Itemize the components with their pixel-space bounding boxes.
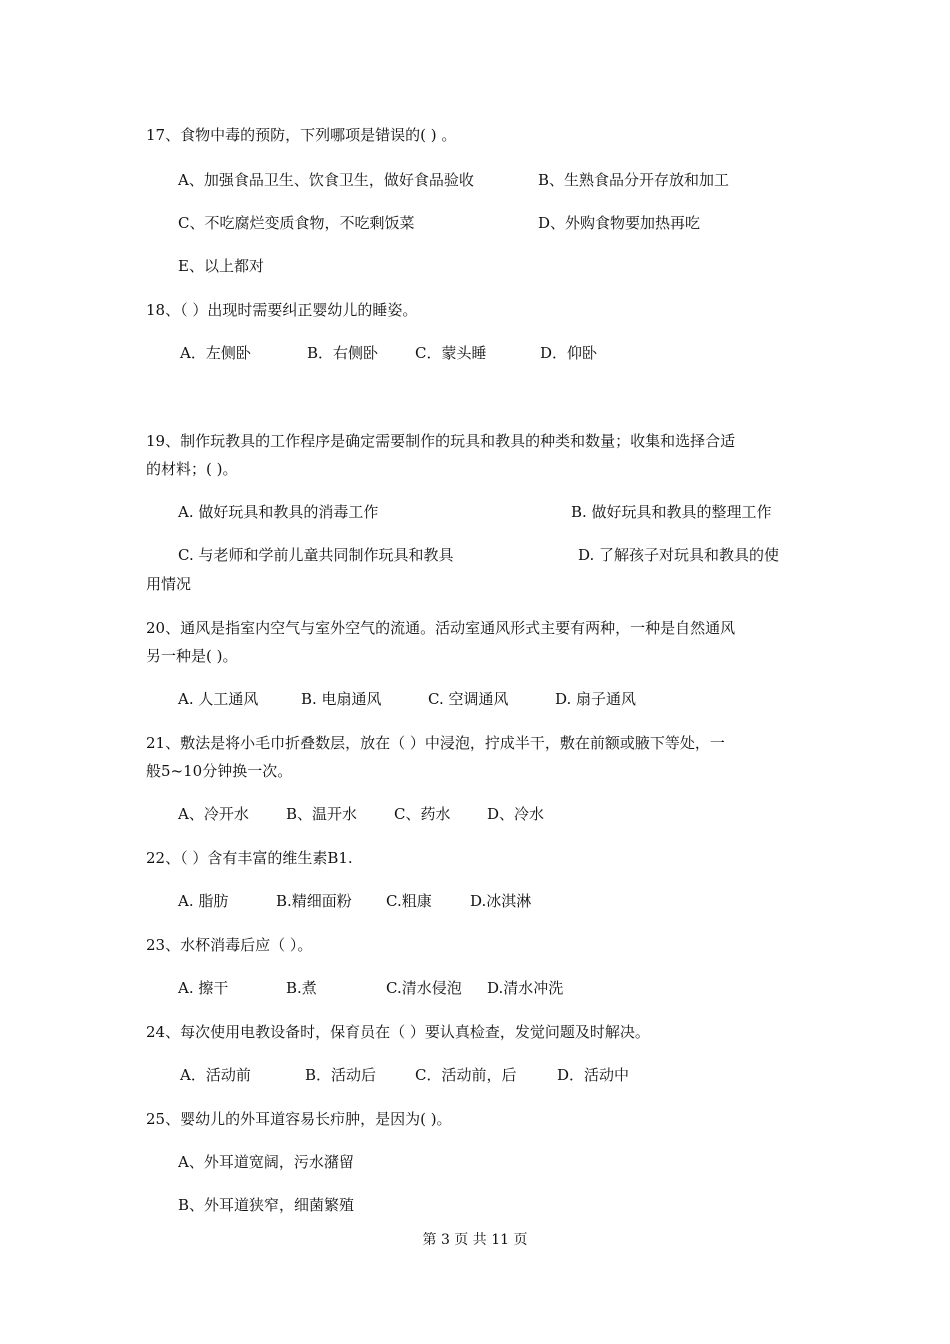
question-19-option-d-line2: 用情况 <box>146 575 192 593</box>
question-21-option-d: D、冷水 <box>487 805 545 823</box>
question-17-stem: 17、食物中毒的预防，下列哪项是错误的( ) 。 <box>146 126 457 144</box>
question-17-option-c: C、不吃腐烂变质食物，不吃剩饭菜 <box>178 214 415 232</box>
question-23-option-a: A. 擦干 <box>178 979 229 997</box>
question-17-option-e: E、以上都对 <box>178 257 264 275</box>
question-17-option-d: D、外购食物要加热再吃 <box>538 214 701 232</box>
question-19-option-d-line1: D. 了解孩子对玩具和教具的使 <box>578 546 780 564</box>
question-23-option-d: D.清水冲洗 <box>487 979 564 997</box>
question-24-stem: 24、每次使用电教设备时，保育员在（ ）要认真检查，发觉问题及时解决。 <box>146 1023 650 1041</box>
question-19-stem-line2: 的材料；( )。 <box>146 460 238 478</box>
question-20-option-d: D. 扇子通风 <box>555 690 637 708</box>
question-17-option-a: A、加强食品卫生、饮食卫生，做好食品验收 <box>178 171 474 189</box>
question-21-option-c: C、药水 <box>394 805 451 823</box>
question-21-option-a: A、冷开水 <box>178 805 249 823</box>
question-25-option-a: A、外耳道宽阔，污水潴留 <box>178 1153 354 1171</box>
question-18-option-b: B．右侧卧 <box>307 344 379 362</box>
question-20-option-a: A. 人工通风 <box>178 690 259 708</box>
question-18-option-a: A．左侧卧 <box>180 344 251 362</box>
question-24-option-b: B．活动后 <box>305 1066 377 1084</box>
question-19-option-c: C. 与老师和学前儿童共同制作玩具和教具 <box>178 546 454 564</box>
question-24-option-c: C．活动前，后 <box>415 1066 517 1084</box>
question-24-option-d: D．活动中 <box>557 1066 630 1084</box>
question-18-option-d: D．仰卧 <box>540 344 598 362</box>
question-23-stem: 23、水杯消毒后应（ ）。 <box>146 936 313 954</box>
page-number-footer: 第 3 页 共 11 页 <box>422 1232 528 1248</box>
question-24-option-a: A．活动前 <box>180 1066 251 1084</box>
question-20-stem-line2: 另一种是( )。 <box>146 647 238 665</box>
question-22-option-c: C.粗康 <box>386 892 432 910</box>
question-18-stem: 18、（ ）出现时需要纠正婴幼儿的睡姿。 <box>146 301 418 319</box>
question-19-option-b: B. 做好玩具和教具的整理工作 <box>571 503 772 521</box>
question-22-option-a: A. 脂肪 <box>178 892 229 910</box>
question-22-option-b: B.精细面粉 <box>276 892 352 910</box>
question-19-option-a: A. 做好玩具和教具的消毒工作 <box>178 503 379 521</box>
question-19-stem-line1: 19、制作玩教具的工作程序是确定需要制作的玩具和教具的种类和数量；收集和选择合适 <box>146 432 736 450</box>
question-23-option-b: B.煮 <box>286 979 317 997</box>
question-21-option-b: B、温开水 <box>286 805 358 823</box>
question-23-option-c: C.清水侵泡 <box>386 979 462 997</box>
question-25-option-b: B、外耳道狭窄，细菌繁殖 <box>178 1196 355 1214</box>
question-20-stem-line1: 20、通风是指室内空气与室外空气的流通。活动室通风形式主要有两种，一种是自然通风 <box>146 619 736 637</box>
question-22-option-d: D.冰淇淋 <box>470 892 532 910</box>
question-18-option-c: C．蒙头睡 <box>415 344 487 362</box>
question-17-option-b: B、生熟食品分开存放和加工 <box>538 171 730 189</box>
question-21-stem-line1: 21、敷法是将小毛巾折叠数层，放在（ ）中浸泡，拧成半干，敷在前额或腋下等处，一 <box>146 734 725 752</box>
question-21-stem-line2: 般5~10分钟换一次。 <box>146 762 293 780</box>
question-20-option-b: B. 电扇通风 <box>301 690 382 708</box>
question-20-option-c: C. 空调通风 <box>428 690 509 708</box>
question-25-stem: 25、婴幼儿的外耳道容易长疖肿，是因为( )。 <box>146 1110 452 1128</box>
question-22-stem: 22、（ ）含有丰富的维生素B1. <box>146 849 353 867</box>
